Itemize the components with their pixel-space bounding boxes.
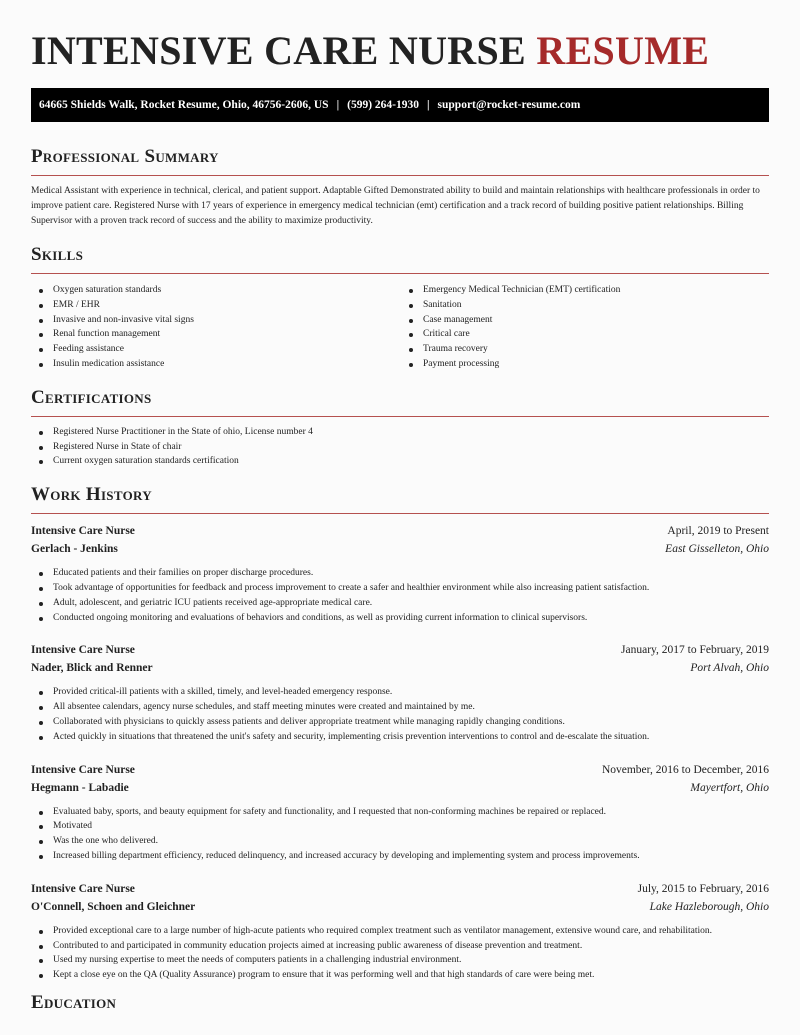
job-bullet: Took advantage of opportunities for feedback and process improvement to create a safer and healthier environment while also increasing patient satisfaction. bbox=[31, 581, 769, 596]
section-divider bbox=[31, 273, 769, 274]
job-bullet: Motivated bbox=[31, 819, 769, 834]
job-bullet: Kept a close eye on the QA (Quality Assurance) program to ensure that it was performing well and that high standards of care were being met. bbox=[31, 968, 769, 983]
job-bullet: Increased billing department efficiency, reduced delinquency, and increased accuracy by developing and implementing system and process improvements. bbox=[31, 849, 769, 864]
section-divider bbox=[31, 175, 769, 176]
skill-item: Renal function management bbox=[31, 327, 399, 342]
skill-item: EMR / EHR bbox=[31, 298, 399, 313]
job-header-row bbox=[31, 522, 769, 540]
job-dates: July, 2015 to February, 2016 bbox=[637, 882, 769, 895]
skill-item: Emergency Medical Technician (EMT) certification bbox=[401, 283, 769, 298]
job-bullets bbox=[31, 566, 769, 625]
skill-item: Case management bbox=[401, 313, 769, 328]
education-section bbox=[31, 991, 769, 1015]
contact-phone: (599) 264-1930 bbox=[347, 99, 419, 111]
section-heading-education: Education bbox=[31, 991, 117, 1013]
skill-item: Insulin medication assistance bbox=[31, 357, 399, 372]
section-heading-skills: Skills bbox=[31, 244, 84, 265]
job-location: Mayertfort, Ohio bbox=[690, 781, 769, 794]
job-dates: April, 2019 to Present bbox=[667, 525, 769, 538]
summary-section bbox=[31, 145, 769, 229]
job-bullet: Was the one who delivered. bbox=[31, 834, 769, 849]
title-main: INTENSIVE CARE NURSE bbox=[31, 28, 527, 73]
job-bullet: Provided critical-ill patients with a skilled, timely, and level-headed emergency response. bbox=[31, 685, 769, 700]
skill-item: Invasive and non-invasive vital signs bbox=[31, 313, 399, 328]
job-company-row bbox=[31, 898, 769, 916]
skill-item: Sanitation bbox=[401, 298, 769, 313]
job-bullet: Acted quickly in situations that threatened the unit's safety and security, implementing crisis prevention interventions to control and de-escalate the situation. bbox=[31, 730, 769, 745]
job-bullets bbox=[31, 924, 769, 983]
contact-separator: | bbox=[336, 99, 340, 111]
contact-bar bbox=[31, 88, 769, 122]
job-title: Intensive Care Nurse bbox=[31, 763, 135, 776]
title-accent: RESUME bbox=[536, 28, 710, 73]
job-dates: January, 2017 to February, 2019 bbox=[621, 644, 769, 657]
contact-email[interactable]: support@rocket-resume.com bbox=[437, 99, 581, 111]
job-title: Intensive Care Nurse bbox=[31, 882, 135, 895]
job-company: O'Connell, Schoen and Gleichner bbox=[31, 900, 196, 913]
skill-item: Feeding assistance bbox=[31, 342, 399, 357]
job-entry bbox=[31, 522, 769, 625]
job-bullet: Evaluated baby, sports, and beauty equipment for safety and functionality, and I requested that non-conforming machines be repaired or replaced. bbox=[31, 805, 769, 820]
skills-grid bbox=[31, 283, 769, 372]
job-company-row bbox=[31, 540, 769, 558]
contact-address: 64665 Shields Walk, Rocket Resume, Ohio, 46756-2606, US bbox=[39, 99, 329, 111]
job-bullet: Collaborated with physicians to quickly assess patients and deliver appropriate treatment while managing rapidly changing conditions. bbox=[31, 715, 769, 730]
job-list bbox=[31, 522, 769, 983]
job-bullet: Used my nursing expertise to meet the needs of computers patients in a challenging industrial environment. bbox=[31, 953, 769, 968]
resume-title bbox=[31, 0, 769, 73]
job-entry bbox=[31, 880, 769, 983]
section-heading-certifications: Certifications bbox=[31, 386, 152, 408]
section-divider bbox=[31, 416, 769, 417]
job-company-row bbox=[31, 659, 769, 677]
section-heading-work: Work History bbox=[31, 484, 152, 506]
skill-item: Oxygen saturation standards bbox=[31, 283, 399, 298]
job-company: Hegmann - Labadie bbox=[31, 781, 129, 794]
job-entry bbox=[31, 761, 769, 864]
contact-separator: | bbox=[426, 99, 430, 111]
certifications-list bbox=[31, 425, 769, 469]
skills-section bbox=[31, 243, 769, 372]
job-company: Gerlach - Jenkins bbox=[31, 543, 118, 556]
job-dates: November, 2016 to December, 2016 bbox=[601, 763, 769, 776]
job-header-row bbox=[31, 761, 769, 779]
certification-item: Current oxygen saturation standards certification bbox=[31, 454, 769, 469]
job-title: Intensive Care Nurse bbox=[31, 525, 135, 538]
job-bullet: Provided exceptional care to a large number of high-acute patients who required complex treatment such as ventilator management, extensive wound care, and rehabilitation. bbox=[31, 924, 769, 939]
job-company-row bbox=[31, 779, 769, 797]
job-location: Lake Hazleborough, Ohio bbox=[649, 900, 769, 913]
summary-text: Medical Assistant with experience in technical, clerical, and patient support. Adaptable Gifted Demonstrated ability to build and maintain relationships with healthcare professionals in order to improve patient care. Registered Nurse with 17 years of experience in emergency medical technician (emt) certification and a track record of building positive patient relationships. Billing Supervisor with a proven track record of success and the ability to maximize productivity. bbox=[31, 186, 760, 226]
skills-list-left bbox=[31, 283, 399, 372]
skill-item: Trauma recovery bbox=[401, 342, 769, 357]
certification-item: Registered Nurse Practitioner in the State of ohio, License number 4 bbox=[31, 425, 769, 440]
job-bullet: Adult, adolescent, and geriatric ICU patients received age-appropriate medical care. bbox=[31, 596, 769, 611]
certifications-section bbox=[31, 386, 769, 469]
skills-list-right bbox=[399, 283, 769, 372]
job-company: Nader, Blick and Renner bbox=[31, 662, 153, 675]
skill-item: Critical care bbox=[401, 327, 769, 342]
job-header-row bbox=[31, 641, 769, 659]
section-heading-summary: Professional Summary bbox=[31, 146, 219, 167]
skill-item: Payment processing bbox=[401, 357, 769, 372]
section-divider bbox=[31, 513, 769, 514]
job-location: East Gisselleton, Ohio bbox=[665, 543, 769, 556]
job-header-row bbox=[31, 880, 769, 898]
job-bullet: Educated patients and their families on proper discharge procedures. bbox=[31, 566, 769, 581]
job-bullet: Conducted ongoing monitoring and evaluations of behaviors and conditions, as well as providing current information to clinical supervisors. bbox=[31, 611, 769, 626]
work-section bbox=[31, 483, 769, 983]
job-title: Intensive Care Nurse bbox=[31, 644, 135, 657]
job-bullet: Contributed to and participated in community education projects aimed at increasing public awareness of disease prevention and treatment. bbox=[31, 939, 769, 954]
job-bullet: All absentee calendars, agency nurse schedules, and staff meeting minutes were created and maintained by me. bbox=[31, 700, 769, 715]
job-location: Port Alvah, Ohio bbox=[690, 662, 769, 675]
job-bullets bbox=[31, 685, 769, 744]
job-bullets bbox=[31, 805, 769, 864]
job-entry bbox=[31, 641, 769, 744]
certification-item: Registered Nurse in State of chair bbox=[31, 440, 769, 455]
